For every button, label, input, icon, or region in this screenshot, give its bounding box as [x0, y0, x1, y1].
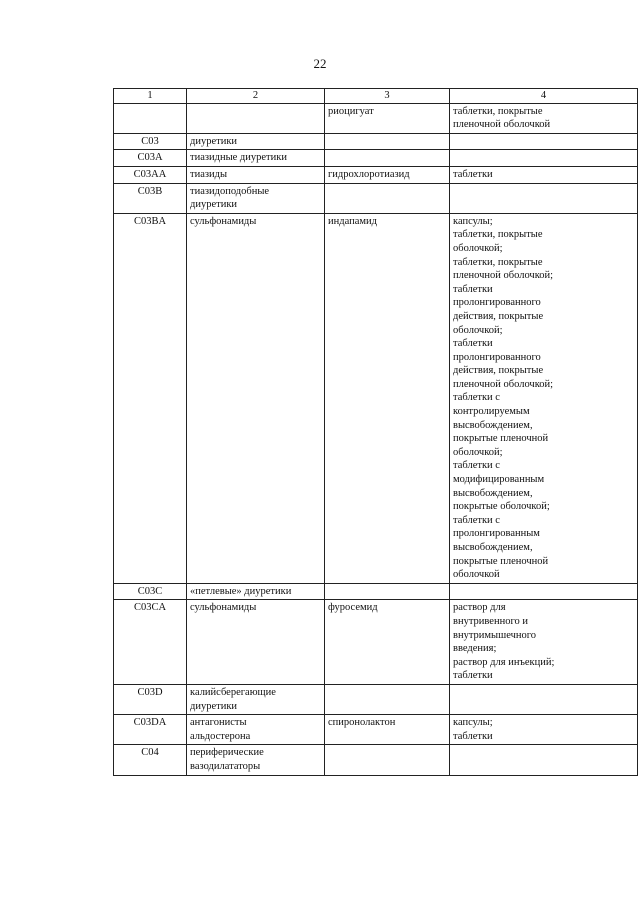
- table-row: [114, 103, 638, 133]
- dosage-form-cell-line: контролируемым: [453, 406, 530, 418]
- dosage-form-cell-line: оболочкой: [453, 569, 500, 581]
- substance-cell-line: фуросемид: [328, 602, 378, 614]
- dosage-form-cell: [450, 745, 638, 775]
- dosage-form-cell-line: таблетки, покрытые: [453, 229, 543, 241]
- substance-cell: [325, 583, 450, 600]
- substance-cell: [325, 745, 450, 775]
- group-cell: [187, 715, 325, 745]
- drug-table: [113, 88, 638, 776]
- group-cell-line: диуретики: [190, 199, 238, 211]
- group-cell-line: «петлевые» диуретики: [190, 585, 292, 597]
- table-row: [114, 715, 638, 745]
- dosage-form-cell-line: капсулы;: [453, 717, 493, 729]
- table-row: [114, 166, 638, 183]
- dosage-form-cell-line: пленочной оболочкой;: [453, 270, 554, 282]
- group-cell-line: альдостерона: [190, 730, 251, 742]
- dosage-form-cell: [450, 150, 638, 167]
- dosage-form-cell-line: модифицированным: [453, 474, 545, 486]
- dosage-form-cell-line: покрытые оболочкой;: [453, 501, 550, 513]
- dosage-form-cell: [450, 103, 638, 133]
- column-header: 4: [450, 89, 638, 104]
- dosage-form-cell-line: таблетки: [453, 730, 493, 742]
- dosage-form-cell-line: оболочкой;: [453, 446, 503, 458]
- dosage-form-cell-line: таблетки с: [453, 460, 500, 472]
- substance-cell-line: спиронолактон: [328, 717, 396, 729]
- dosage-form-cell-line: раствор для: [453, 602, 506, 614]
- substance-cell: [325, 684, 450, 714]
- dosage-form-cell: [450, 684, 638, 714]
- dosage-form-cell-line: таблетки: [453, 338, 493, 350]
- dosage-form-cell: [450, 715, 638, 745]
- dosage-form-cell: [450, 133, 638, 150]
- group-cell-line: тиазидные диуретики: [190, 152, 287, 164]
- dosage-form-cell: [450, 166, 638, 183]
- dosage-form-cell-line: раствор для инъекций;: [453, 656, 555, 668]
- group-cell: [187, 183, 325, 213]
- dosage-form-cell-line: таблетки с: [453, 514, 500, 526]
- dosage-form-cell-line: действия, покрытые: [453, 365, 544, 377]
- group-cell-line: сульфонамиды: [190, 215, 257, 227]
- group-cell: [187, 684, 325, 714]
- atc-code-cell: C03: [114, 133, 187, 150]
- dosage-form-cell-line: высвобождением,: [453, 542, 533, 553]
- dosage-form-cell-line: покрытые пленочной: [453, 555, 549, 567]
- substance-cell: [325, 715, 450, 745]
- dosage-form-cell-line: пролонгированным: [453, 528, 540, 540]
- atc-code-cell: C03CA: [114, 600, 187, 685]
- column-header: 1: [114, 89, 187, 104]
- dosage-form-cell-line: высвобождением,: [453, 487, 533, 499]
- dosage-form-cell-line: пленочной оболочкой: [453, 119, 551, 131]
- dosage-form-cell-line: введения;: [453, 643, 497, 655]
- atc-code-cell: C03BA: [114, 213, 187, 583]
- dosage-form-cell-line: покрытые пленочной: [453, 433, 549, 445]
- substance-cell: [325, 150, 450, 167]
- dosage-form-cell-line: таблетки: [453, 168, 493, 180]
- group-cell-line: периферические: [190, 747, 264, 759]
- substance-cell-line: гидрохлоротиазид: [328, 168, 410, 180]
- table-row: [114, 150, 638, 167]
- atc-code-cell: C03AA: [114, 166, 187, 183]
- table-row: [114, 600, 638, 685]
- dosage-form-cell-line: таблетки, покрытые: [453, 256, 543, 268]
- dosage-form-cell: [450, 213, 638, 583]
- group-cell: [187, 583, 325, 600]
- group-cell-line: сульфонамиды: [190, 602, 257, 614]
- group-cell-line: калийсберегающие: [190, 686, 276, 698]
- group-cell-line: тиазидоподобные: [190, 185, 270, 197]
- atc-code-cell: C03A: [114, 150, 187, 167]
- group-cell: [187, 600, 325, 685]
- atc-code-cell: C03C: [114, 583, 187, 600]
- table-row: [114, 133, 638, 150]
- dosage-form-cell-line: пленочной оболочкой;: [453, 378, 554, 390]
- group-cell: [187, 150, 325, 167]
- header-row: [114, 89, 638, 104]
- substance-cell: [325, 213, 450, 583]
- table-row: [114, 213, 638, 583]
- dosage-form-cell-line: действия, покрытые: [453, 310, 544, 322]
- table-row: [114, 684, 638, 714]
- dosage-form-cell-line: таблетки с: [453, 392, 500, 404]
- substance-cell: [325, 183, 450, 213]
- column-header: 2: [187, 89, 325, 104]
- dosage-form-cell-line: таблетки: [453, 670, 493, 682]
- substance-cell: [325, 133, 450, 150]
- dosage-form-cell-line: таблетки: [453, 283, 493, 295]
- group-cell-line: диуретики: [190, 135, 238, 147]
- dosage-form-cell: [450, 600, 638, 685]
- substance-cell: [325, 600, 450, 685]
- group-cell-line: диуретики: [190, 700, 238, 712]
- dosage-form-cell-line: капсулы;: [453, 215, 493, 227]
- substance-cell-line: риоцигуат: [328, 105, 374, 117]
- atc-code-cell: C03DA: [114, 715, 187, 745]
- substance-cell: [325, 166, 450, 183]
- group-cell: [187, 103, 325, 133]
- dosage-form-cell-line: высвобождением,: [453, 419, 533, 431]
- dosage-form-cell: [450, 583, 638, 600]
- group-cell-line: тиазиды: [190, 168, 228, 180]
- dosage-form-cell-line: оболочкой;: [453, 324, 503, 336]
- atc-code-cell: C03B: [114, 183, 187, 213]
- dosage-form-cell-line: внутримышечного: [453, 629, 537, 641]
- dosage-form-cell-line: пролонгированного: [453, 351, 541, 363]
- dosage-form-cell-line: оболочкой;: [453, 242, 503, 254]
- page-number: 22: [313, 56, 327, 71]
- table-body: [114, 103, 638, 775]
- table-row: [114, 745, 638, 775]
- group-cell: [187, 745, 325, 775]
- dosage-form-cell-line: пролонгированного: [453, 297, 541, 309]
- substance-cell: [325, 103, 450, 133]
- atc-code-cell: C03D: [114, 684, 187, 714]
- group-cell-line: вазодилататоры: [190, 760, 261, 772]
- group-cell: [187, 166, 325, 183]
- dosage-form-cell-line: внутривенного и: [453, 615, 528, 627]
- atc-code-cell: [114, 103, 187, 133]
- dosage-form-cell: [450, 183, 638, 213]
- dosage-form-cell-line: таблетки, покрытые: [453, 105, 543, 117]
- group-cell: [187, 133, 325, 150]
- atc-code-cell: C04: [114, 745, 187, 775]
- table-row: [114, 183, 638, 213]
- group-cell: [187, 213, 325, 583]
- group-cell-line: антагонисты: [190, 717, 247, 729]
- table-row: [114, 583, 638, 600]
- column-header: 3: [325, 89, 450, 104]
- substance-cell-line: индапамид: [328, 215, 377, 227]
